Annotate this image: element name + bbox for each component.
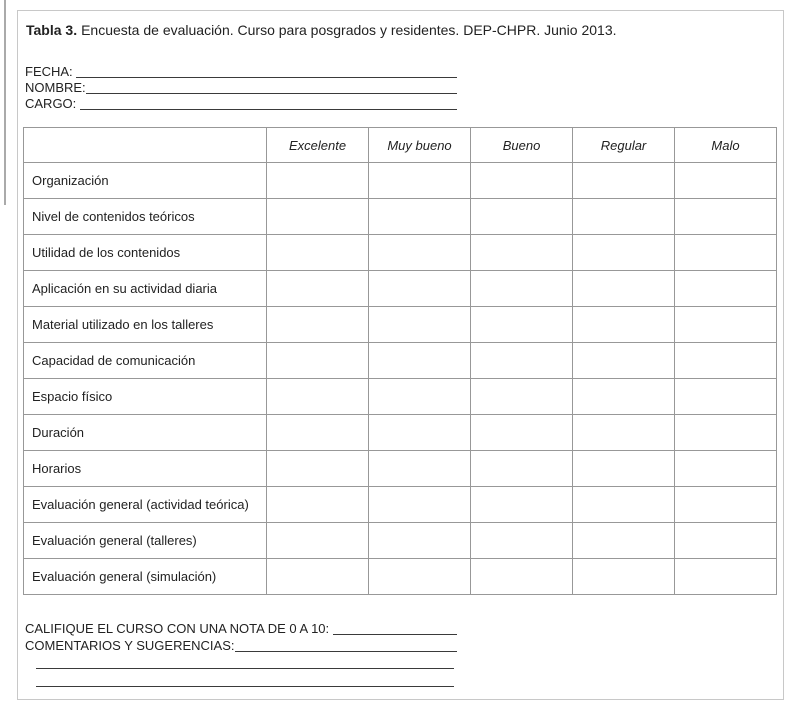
row-label: Aplicación en su actividad diaria — [24, 271, 267, 307]
identity-fields — [25, 64, 776, 112]
column-header: Muy bueno — [369, 128, 471, 163]
grade-blank-line — [333, 634, 457, 635]
rating-cell — [573, 163, 675, 199]
rating-cell — [675, 451, 777, 487]
nombre-blank-line — [86, 93, 457, 94]
table-row — [24, 379, 777, 415]
rating-cell — [369, 163, 471, 199]
table-row — [24, 199, 777, 235]
row-label: Duración — [24, 415, 267, 451]
rating-cell — [675, 199, 777, 235]
survey-table — [23, 127, 777, 595]
table-row — [24, 487, 777, 523]
row-label: Evaluación general (actividad teórica) — [24, 487, 267, 523]
comments-label: COMENTARIOS Y SUGERENCIAS: — [25, 638, 235, 653]
cargo-blank-line — [80, 109, 457, 110]
comments-blank-line — [235, 651, 458, 652]
table-row — [24, 415, 777, 451]
rating-cell — [267, 235, 369, 271]
rating-cell — [675, 271, 777, 307]
rating-cell — [267, 451, 369, 487]
rating-cell — [267, 415, 369, 451]
rating-cell — [573, 271, 675, 307]
rating-cell — [369, 487, 471, 523]
rating-cell — [369, 451, 471, 487]
row-label: Organización — [24, 163, 267, 199]
rating-cell — [573, 379, 675, 415]
rating-cell — [471, 415, 573, 451]
row-label: Espacio físico — [24, 379, 267, 415]
row-label: Capacidad de comunicación — [24, 343, 267, 379]
footer-section — [25, 620, 776, 687]
rating-cell — [573, 199, 675, 235]
nombre-field — [25, 80, 457, 96]
table-row — [24, 451, 777, 487]
column-header: Malo — [675, 128, 777, 163]
fecha-field — [25, 64, 457, 80]
table-row — [24, 235, 777, 271]
nombre-label: NOMBRE: — [25, 80, 86, 95]
rating-cell — [267, 199, 369, 235]
rating-cell — [573, 523, 675, 559]
rating-cell — [369, 271, 471, 307]
rating-cell — [573, 235, 675, 271]
row-label: Material utilizado en los talleres — [24, 307, 267, 343]
rating-cell — [369, 379, 471, 415]
table-row — [24, 343, 777, 379]
comments-extra-line — [36, 669, 454, 687]
row-label: Evaluación general (talleres) — [24, 523, 267, 559]
caption-text: Encuesta de evaluación. Curso para posgrados y residentes. DEP-CHPR. Junio 2013. — [81, 22, 617, 38]
rating-cell — [573, 307, 675, 343]
rating-cell — [471, 379, 573, 415]
fecha-label: FECHA: — [25, 64, 77, 79]
row-label: Horarios — [24, 451, 267, 487]
table-row — [24, 559, 777, 595]
rating-cell — [471, 523, 573, 559]
table-row — [24, 307, 777, 343]
rating-cell — [573, 343, 675, 379]
rating-cell — [471, 451, 573, 487]
figure-frame — [17, 10, 784, 700]
rating-cell — [471, 163, 573, 199]
rating-cell — [369, 343, 471, 379]
rating-cell — [369, 307, 471, 343]
rating-cell — [471, 271, 573, 307]
rating-cell — [369, 523, 471, 559]
rating-cell — [471, 199, 573, 235]
table-row — [24, 523, 777, 559]
rating-cell — [267, 343, 369, 379]
rating-cell — [675, 379, 777, 415]
rating-cell — [471, 307, 573, 343]
fecha-blank-line — [76, 77, 457, 78]
table-row — [24, 163, 777, 199]
rating-cell — [675, 487, 777, 523]
column-header: Bueno — [471, 128, 573, 163]
rating-cell — [369, 415, 471, 451]
rating-cell — [573, 415, 675, 451]
rating-cell — [675, 163, 777, 199]
table-caption — [26, 22, 776, 38]
rating-cell — [675, 343, 777, 379]
rating-cell — [675, 307, 777, 343]
page-column-rule — [4, 0, 6, 205]
rating-cell — [471, 559, 573, 595]
rating-cell — [267, 379, 369, 415]
rating-cell — [471, 343, 573, 379]
rating-cell — [267, 271, 369, 307]
header-row — [24, 128, 777, 163]
rating-cell — [573, 451, 675, 487]
row-label: Nivel de contenidos teóricos — [24, 199, 267, 235]
rating-cell — [675, 415, 777, 451]
column-header: Excelente — [267, 128, 369, 163]
grade-label: CALIFIQUE EL CURSO CON UNA NOTA DE 0 A 10: — [25, 621, 333, 636]
cargo-label: CARGO: — [25, 96, 80, 111]
rating-cell — [675, 523, 777, 559]
corner-cell — [24, 128, 267, 163]
rating-cell — [675, 559, 777, 595]
rating-cell — [369, 199, 471, 235]
column-header: Regular — [573, 128, 675, 163]
rating-cell — [267, 163, 369, 199]
rating-cell — [369, 559, 471, 595]
comments-field — [25, 637, 457, 654]
comments-extra-line — [36, 654, 454, 669]
rating-cell — [369, 235, 471, 271]
rating-cell — [675, 235, 777, 271]
rating-cell — [267, 523, 369, 559]
table-row — [24, 271, 777, 307]
cargo-field — [25, 96, 457, 112]
row-label: Utilidad de los contenidos — [24, 235, 267, 271]
caption-label: Tabla 3. — [26, 22, 78, 38]
rating-cell — [267, 487, 369, 523]
rating-cell — [267, 559, 369, 595]
rating-cell — [471, 487, 573, 523]
grade-field — [25, 620, 457, 637]
rating-cell — [471, 235, 573, 271]
rating-cell — [267, 307, 369, 343]
rating-cell — [573, 559, 675, 595]
row-label: Evaluación general (simulación) — [24, 559, 267, 595]
rating-cell — [573, 487, 675, 523]
